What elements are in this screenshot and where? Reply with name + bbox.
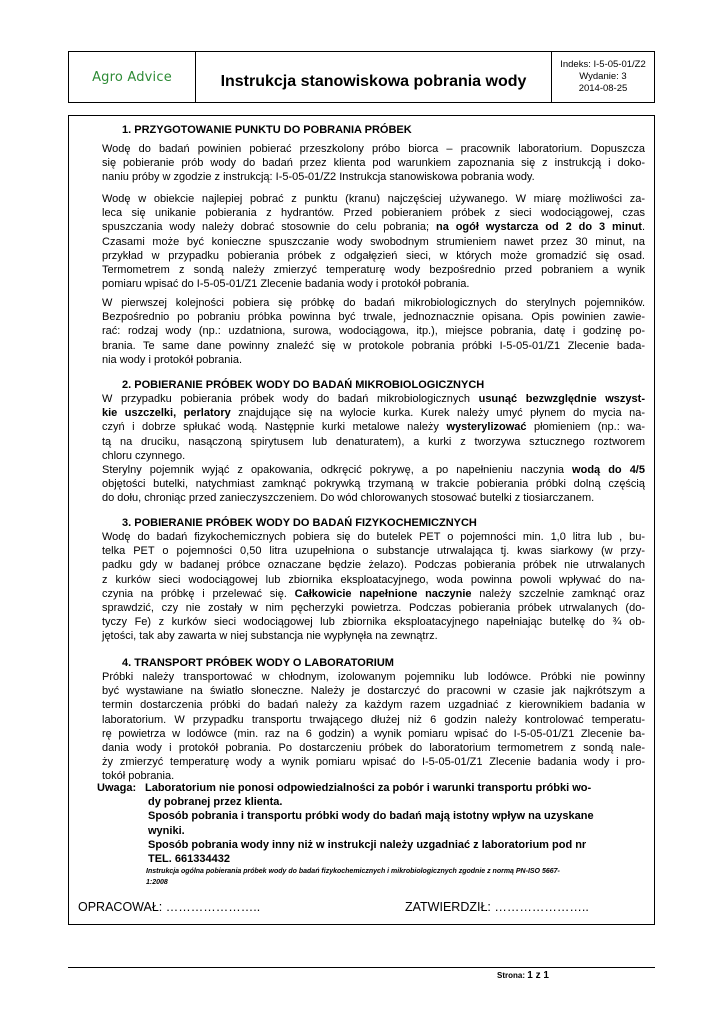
section-4-heading: 4. TRANSPORT PRÓBEK WODY O LABORATORIUM [122,657,394,669]
note-text: Sposób pobrania wody inny niż w instrukcji należy uzgadniać z laboratorium pod nr [148,838,587,851]
text-line [102,587,645,601]
text-run: znajdujące się na wylocie kurka. Kurek należy umyć płynem do mycia na- [230,407,646,420]
text-line: Czasami może być konieczne spuszczanie wody swobodnym strumieniem nawet przez 30 minut, na [102,235,645,248]
text-line: padku gdy w badanej próbce oznaczane będzie żelazo). Podczas pobierania próbek nie utrwalanych [102,559,645,572]
note-text: Laboratorium nie ponosi odpowiedzialności za pobór i warunki transportu próbki wo- [145,782,592,794]
text-line: objętości butelki, natychmiast zamknąć pokrywką trzymaną w trakcie pobierania próbki dolną częścią [102,478,645,491]
prepared-by-field: OPRACOWAŁ: ………………….. [78,900,261,914]
text-line: Termometrem z sondą należy zmierzyć temperaturę wody bezpośrednio przed pobraniem a wynik [102,264,645,277]
text-line [102,420,645,434]
text-run: czyń i dobrze spłukać wodą. Następnie kurki metalowe należy [102,421,447,434]
text-line: naniu próby w zgodzie z instrukcją: I-5-05-01/Z2 Instrukcja stanowiskowa pobrania wody. [102,171,535,184]
document-title: Instrukcja stanowiskowa pobrania wody [220,73,527,90]
section-3-paragraph [102,530,645,644]
text-line [102,463,645,477]
text-line: pomiaru wpisać do I-5-05-01/Z1 Zlecenie badania wody i protokół pobrania. [102,278,470,291]
text-line: sprawdzić, czy nie zostały w nim pęcherzyki powietrza. Podczas pobierania próbek utrwalanych (do- [102,602,645,615]
document-date: 2014-08-25 [578,83,628,94]
text-line: z kurków sieci wodociągowej lub zbiornika eksploatacyjnego, woda powinna powoli wpływać do na- [102,573,645,586]
section-4-paragraph [102,670,645,784]
document-index: Indeks: I-5-05-01/Z2 [560,59,646,70]
logo-cell [69,52,196,102]
text-line [102,392,645,406]
text-line: dania wody i protokół pobrania. Po dostarczeniu próbek do laboratorium termometrem z sondą nale- [102,742,645,755]
page-number [497,970,549,981]
text-line: Bezpośrednio po pobraniu próbka powinna być trwale, jednoznacznie opisana. Opis powinien zawie- [102,311,645,324]
company-logo: Agro Advice [92,69,172,85]
footnote-line: Instrukcja ogólna pobierania próbek wody do badań fizykochemicznych i mikrobiologicznych zgodnie z normą PN-ISO 5667- [146,868,560,875]
text-line: rać: rodzaj wody (np.: uzdatniona, surowa, wodociągowa, itp.), miejsce pobrania, datę i godzinę po- [102,325,645,338]
bold-text: kie uszczelki, perlatory [102,407,231,420]
text-run: . [641,221,645,234]
page-value: 1 z 1 [527,970,549,981]
text-line: tyczy Fe) z kurków sieci wodociągowej lub zbiornika eksploatacyjnego napełniając butelkę do ¾ ob- [102,616,645,629]
note-text: wyniki. [148,824,185,837]
text-line: nia wody i protokół pobrania. [102,353,243,366]
document-header [68,51,655,103]
section-2-paragraph [102,392,645,506]
text-line: tą na druciku, nasączoną spirytusem lub denaturatem), a kurki z tworzywa sztucznego roztworem [102,435,645,448]
text-line: być wystawiane na światło słoneczne. Należy je dostarczyć do pracowni w czasie jak najkrótszym a [102,685,645,698]
note-block [97,781,594,866]
text-line [102,220,645,234]
text-run: należy szczelnie zamknąć oraz [471,587,645,600]
section-1-paragraph-2 [102,192,645,291]
note-label: Uwaga: [97,782,137,794]
text-line [102,406,645,420]
text-line: do dołu, chroniąc przed zanieczyszczeniem. Do wód chlorowanych stosować butelki z tiosiarczanem. [102,492,595,505]
text-line: się pobieranie prób wody do badań przez klienta pod warunkiem zapoznania się z instrukcją i doko- [102,157,645,170]
text-line: Wodę w obiekcie najlepiej pobrać z punktu (kranu) najczęściej używanego. W miarę możliwości za- [102,193,645,205]
text-line: jętości, tak aby zawarta w niej substancja nie wypłynęła na zewnątrz. [102,630,438,643]
text-line: ży zmierzyć temperaturę wody a wynik pomiaru wpisać do I-5-05-01/Z1 Zlecenie badania wody i pro- [102,756,645,769]
text-line: Wodę do badań powinien pobierać przeszkolony próbo biorca – pracownik laboratorium. Dopuszcza [102,143,645,155]
footer-rule [68,967,655,968]
text-line: chloru czynnego. [102,449,186,462]
approved-by-field: ZATWIERDZIŁ: ………………….. [405,900,589,914]
section-2-heading: 2. POBIERANIE PRÓBEK WODY DO BADAŃ MIKROBIOLOGICZNYCH [122,379,485,391]
document-meta [551,52,654,102]
text-line: W pierwszej kolejności pobiera się próbkę do badań mikrobiologicznych do sterylnych pojemników. [102,297,645,309]
note-text: Sposób pobrania i transportu próbki wody do badań mają istotny wpływ na uzyskane [148,810,594,823]
bold-text: Całkowicie napełnione naczynie [294,587,472,600]
text-line: rę powietrza w lodówce (min. raz na 6 godzin) a wynik pomiaru wpisać do I-5-05-01/Z1 Zlecenie ba- [102,727,645,740]
text-line: przykład w przypadku pobierania próbek z odgałęzień sieci, w których może gromadzić się osad. [102,249,645,262]
footnote-line: 1:2008 [146,879,168,886]
bold-text: wodą do 4/5 [572,464,645,477]
section-3-heading: 3. POBIERANIE PRÓBEK WODY DO BADAŃ FIZYKOCHEMICZNYCH [122,517,477,529]
text-line: leca się unikanie pobierania z hydrantów. Przed pobieraniem próbek z sieci wodociągowej, czas [102,207,645,220]
bold-text: na ogół wystarcza od 2 do 3 minut [435,221,642,234]
note-text: dy pobranej przez klienta. [148,796,283,809]
text-line: laboratorium. W przypadku transportu trwającego dłużej niż 6 godzin należy kontrolować temperatu- [102,713,645,726]
text-run: płomieniem (np.: wa- [526,421,645,434]
section-1-paragraph-3 [102,296,645,367]
bold-text: usunąć bezwzględnie wszyst- [478,393,645,405]
document-edition: Wydanie: 3 [579,71,627,82]
text-line: tokół pobrania. [102,770,175,783]
text-line: termin dostarczenia próbki do badań należy za każdym razem uzgadniać z kierownikiem badania w [102,699,645,712]
note-text: TEL. 661334432 [148,853,230,866]
text-run: spuszczania wody należy dobrać stosownie do celu pobrania; [102,221,436,234]
text-run: W przypadku pobierania próbek wody do badań mikrobiologicznych [102,393,479,405]
text-run: Sterylny pojemnik wyjąć z opakowania, odkręcić pokrywę, a po napełnieniu naczynia [102,464,573,477]
page-label: Strona: [497,971,528,980]
footnote [146,866,646,888]
section-1-paragraph-1 [102,142,645,185]
text-run: czynia na próbkę i przelewać się. [102,587,295,600]
section-1-heading: 1. PRZYGOTOWANIE PUNKTU DO POBRANIA PRÓBEK [122,124,412,136]
note-row [97,781,594,795]
text-line: Wodę do badań fizykochemicznych pobiera się do butelek PET o pojemności min. 1,0 litra lub , bu- [102,531,645,543]
bold-text: wysterylizować [446,421,527,434]
text-line: telka PET o pojemności 0,50 litra uzupełniona o substancje utrwalająca tj. kwas siarkowy (w przy- [102,545,645,558]
text-line: Próbki należy transportować w chłodnym, izolowanym pojemniku lub lodówce. Próbki nie powinny [102,671,645,683]
text-line: brania. Te same dane powinny znaleźć się w protokole pobrania próbki I-5-05-01/Z1 Zlecenie bada- [102,339,645,352]
